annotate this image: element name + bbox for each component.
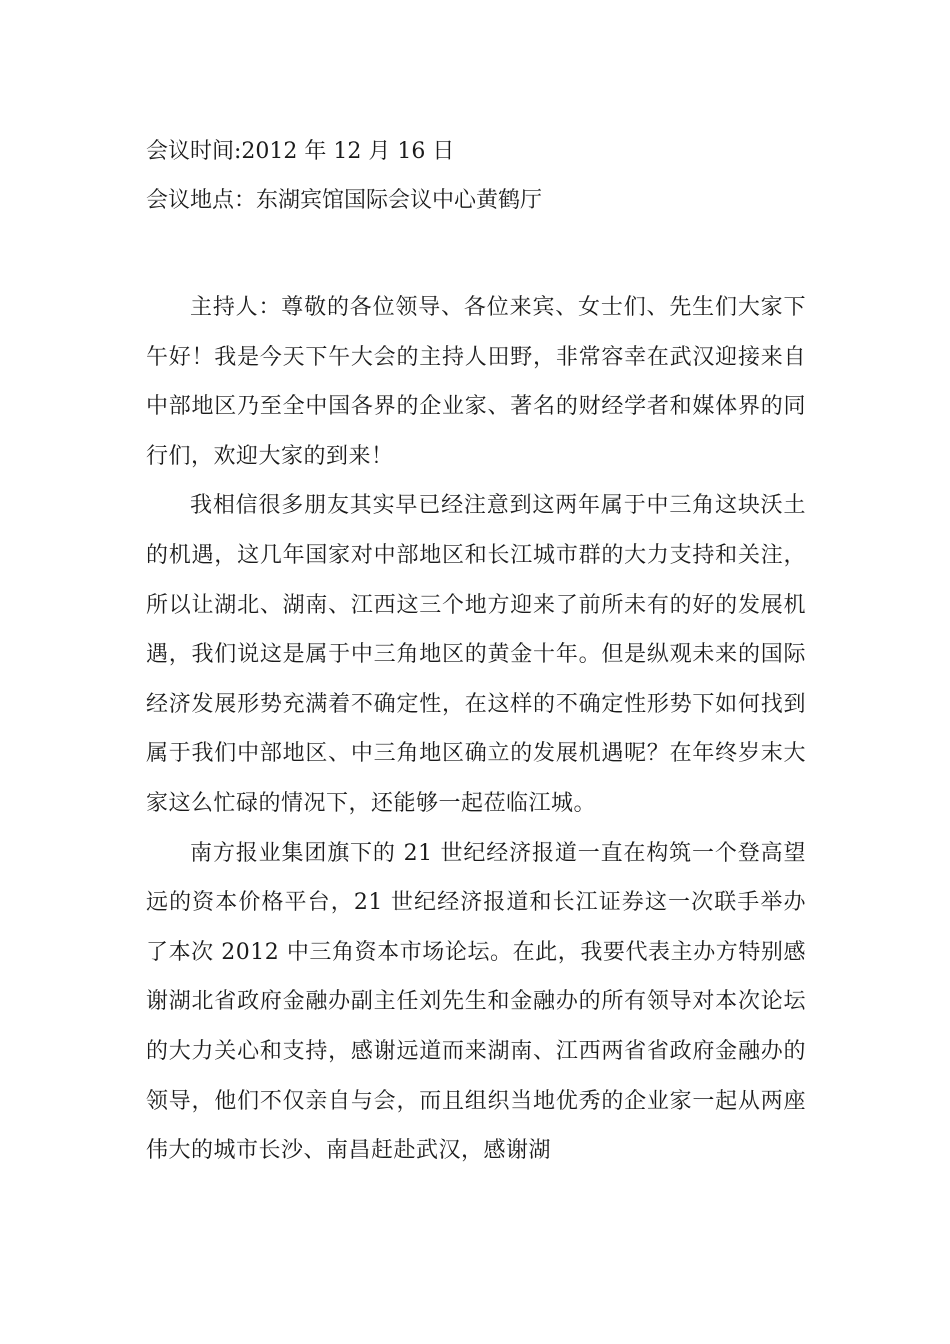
paragraph-acknowledgements: 南方报业集团旗下的 21 世纪经济报道一直在构筑一个登高望远的资本价格平台，21 世纪经济报道和长江证券这一次联手举办了本次 2012 中三角资本市场论坛。在此，我要代表主办方特别感谢湖北省政府金融办副主任刘先生和金融办的所有领导对本次论坛的大力关心和支持，感谢远道而来湖南、江西两省省政府金融办的领导，他们不仅亲自与会，而且组织当地优秀的企业家一起从两座伟大的城市长沙、南昌赶赴武汉，感谢湖: [146, 840, 806, 1164]
meeting-time: 会议时间:2012 年 12 月 16 日: [146, 139, 455, 164]
document-body: [146, 283, 806, 1176]
paragraph-host-greeting: 主持人：尊敬的各位领导、各位来宾、女士们、先生们大家下午好！我是今天下午大会的主持人田野，非常容幸在武汉迎接来自中部地区乃至全中国各界的企业家、著名的财经学者和媒体界的同行们，欢迎大家的到来！: [146, 295, 806, 469]
paragraph-opportunity: 我相信很多朋友其实早已经注意到这两年属于中三角这块沃土的机遇，这几年国家对中部地区和长江城市群的大力支持和关注，所以让湖北、湖南、江西这三个地方迎来了前所未有的好的发展机遇，我们说这是属于中三角地区的黄金十年。但是纵观未来的国际经济发展形势充满着不确定性，在这样的不确定性形势下如何找到属于我们中部地区、中三角地区确立的发展机遇呢？在年终岁末大家这么忙碌的情况下，还能够一起莅临江城。: [146, 493, 806, 816]
meeting-place: 会议地点：东湖宾馆国际会议中心黄鹤厅: [146, 188, 543, 213]
